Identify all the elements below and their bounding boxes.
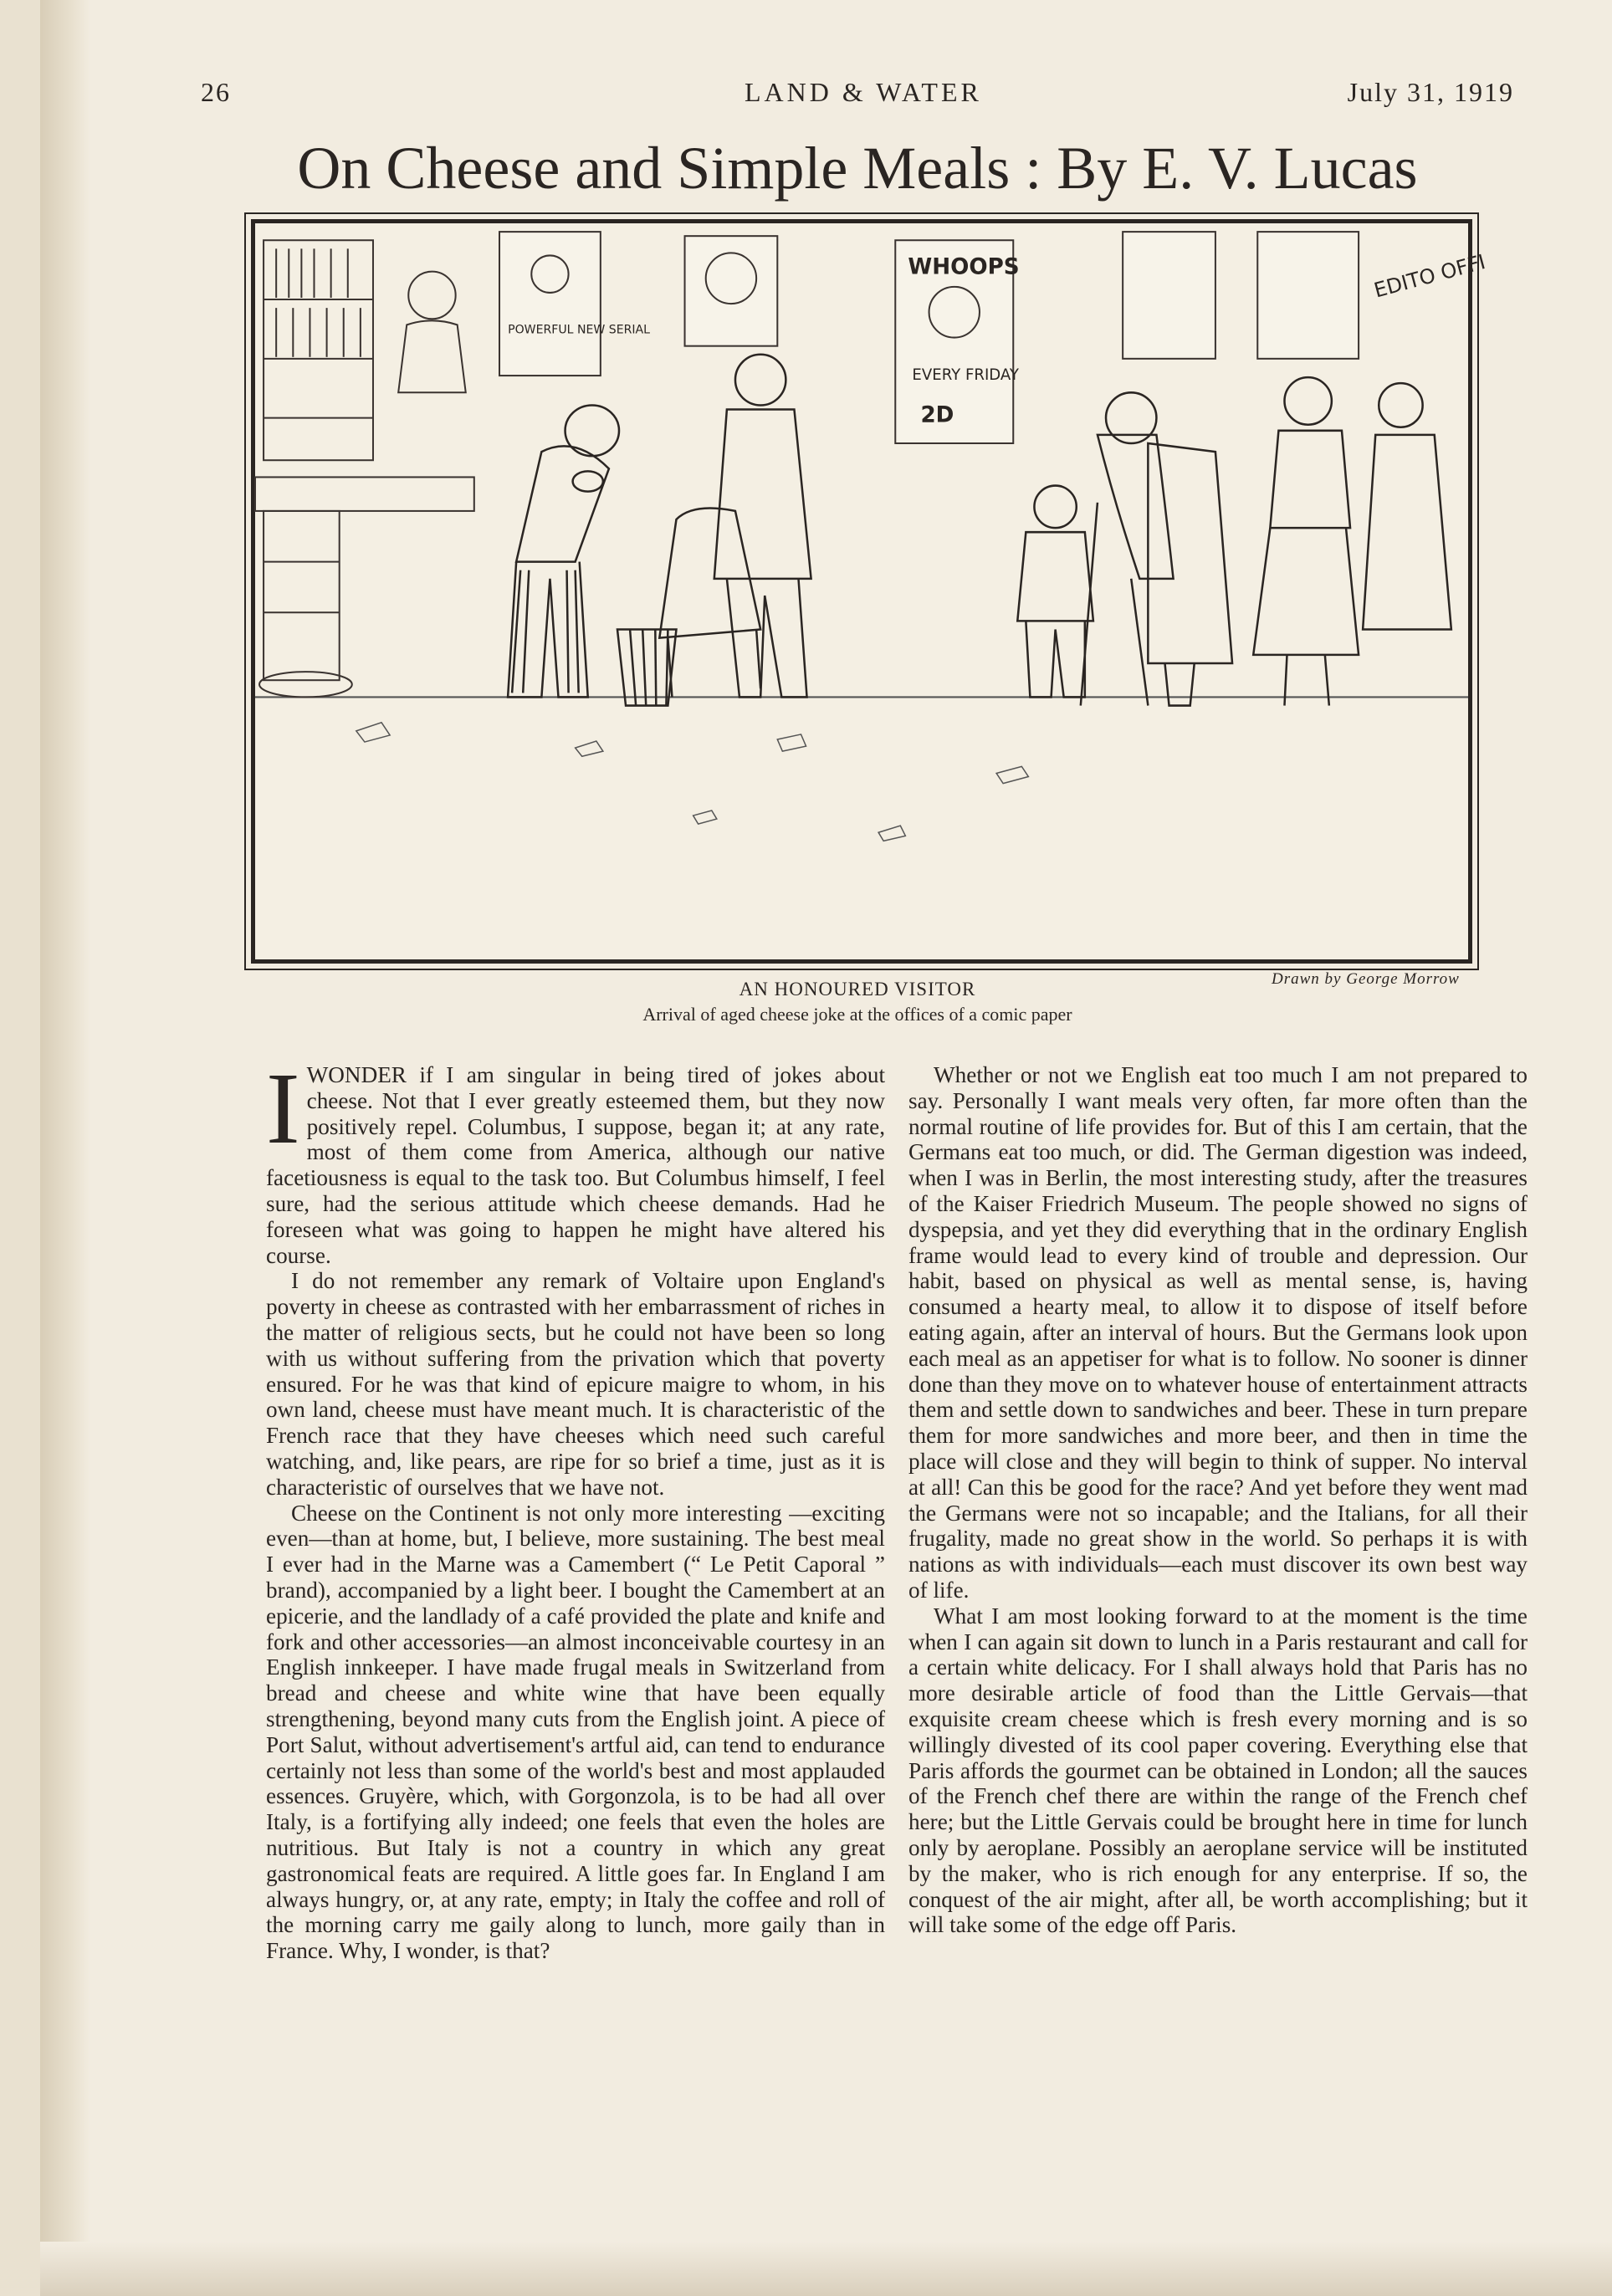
cartoon-drawing — [255, 223, 1488, 959]
secretary-figure — [398, 272, 466, 393]
old-bearded-man-figure — [1081, 392, 1232, 705]
editor-office-sign: EDITO OFFI — [1371, 250, 1488, 303]
scattered-papers — [356, 723, 1029, 841]
bowing-editor-figure — [508, 405, 619, 697]
poster-powerful-serial: POWERFUL NEW SERIAL — [508, 323, 651, 337]
bespectacled-man-figure — [714, 355, 811, 698]
article-paragraph: I do not remember any remark of Voltaire upon England's poverty in cheese as contrasted with her embarrassment of riches in the matter of religious sects, but he could not have been so long with us without suffering from the privation which that poverty ensured. For he was that kind of epicure maigre to whom, in his own land, cheese must have meant much. It is characteristic of the French race that they have cheeses which need such careful watching, and, like pears, are ripe for so brief a time, just as it is characteristic of ourselves that we have not. — [266, 1268, 885, 1500]
illustration-caption-subtitle: Arrival of aged cheese joke at the offices of a comic paper — [642, 1004, 1072, 1025]
article-paragraph — [266, 1052, 885, 1268]
magazine-name: LAND & WATER — [745, 77, 982, 107]
article-title: On Cheese and Simple Meals : By E. V. Lucas — [297, 135, 1418, 202]
poster-whoops: WHOOPS — [908, 254, 1020, 280]
second-woman-figure — [1363, 383, 1451, 629]
page-number: 26 — [201, 77, 231, 107]
illustration-caption-title: AN HONOURED VISITOR — [739, 979, 976, 1000]
young-woman-figure — [1253, 377, 1359, 705]
cartoon-illustration — [251, 219, 1488, 964]
bookshelf-drawing — [264, 240, 373, 460]
poster-every-friday: EVERY FRIDAY — [912, 366, 1019, 385]
boy-figure — [1017, 486, 1093, 698]
chair-and-wastebasket — [617, 509, 760, 706]
article-paragraph: Cheese on the Continent is not only more interesting —exciting even—than at home, but, I believe, more sustaining. The best meal I ever had in the Marne was a Camembert (“ Le Petit Caporal ” brand), accompanied by a light beer. I bought the Camembert at an epicerie, and the landlady of a café provided the plate and knife and fork and other accessories—an almost inconceivable courtesy in an English innkeeper. I have made frugal meals in Switzerland from bread and cheese and white wine that have been equally strengthening, beyond many cuts from the English joint. A piece of Port Salut, without advertisement's artful aid, can tend to endurance certainly not less than some of the world's best and most applauded essences. Gruyère, which, with Gorgonzola, is to be had all over Italy, is a fortifying ally indeed; one feels that even the holes are nutritious. But Italy is not a country in which any great gastronomical feats are required. A little goes far. In England I am always hungry, or, at any rate, empty; in Italy the coffee and roll of the morning carry me gaily along to lunch, more gaily than in France. Why, I wonder, is that? — [266, 1500, 885, 1964]
article-paragraph: What I am most looking forward to at the moment is the time when I can again sit down to lunch in a Paris restaurant and call for a certain white delicacy. For I shall always hold that Paris has no more desirable article of food than the Little Gervais—that exquisite cream cheese which is fresh every morning and is so willingly divested of its cool paper covering. Everything else that Paris affords the gourmet can be obtained in London; all the sauces of the French chef there are within the range of the French chef here; but the Little Gervais could be brought here in time for lunch only by aeroplane. Possibly an aeroplane service will be instituted by the maker, who is rich enough for any enterprise. If so, the conquest of the air might, after all, be worth accomplishing; but it will take some of the edge off Paris. — [908, 1603, 1528, 1938]
drop-cap: I — [266, 1052, 300, 1165]
paragraph-text: WONDER if I am singular in being tired of jokes about cheese. Not that I ever greatly esteemed them, but they now positively repel. Columbus, I suppose, began it; at any rate, most of them come from America, although our native facetiousness is equal to the task too. But Columbus himself, I feel sure, had the serious attitude which cheese demands. Had he foreseen what was going to happen he might have altered his course. — [266, 1062, 885, 1268]
running-header — [201, 77, 1514, 119]
illustration-credit: Drawn by George Morrow — [1272, 970, 1460, 988]
page-bottom-edge — [40, 2242, 1612, 2296]
page-spine-shadow — [40, 0, 90, 2296]
poster-price: 2D — [920, 402, 954, 428]
article-paragraph: Whether or not we English eat too much I am not prepared to say. Personally I want meals very often, far more often than the normal routine of life provides for. But of this I am certain, that the Germans eat too much, or did. The German digestion was indeed, when I was in Berlin, the most interesting study, after the treasures of the Kaiser Friedrich Museum. The people showed no signs of dyspepsia, and yet they did everything that in the ordinary English frame would lead to every kind of trouble and depression. Our habit, based on physical as well as mental sense, is, having consumed a hearty meal, to allow it to dispose of itself before eating again, after an interval of hours. But the Germans look upon each meal as an appetiser for what is to follow. No sooner is dinner done than they move on to whatever house of entertainment attracts them and settle down to sandwiches and beer. These in turn prepare them for more sandwiches and more beer, and then in time the place will close and they will begin to think of supper. No interval at all! Can this be good for the race? And yet before they went mad the Germans were not so incapable; and the Italians, for all their frugality, made no great show in the world. So perhaps it is with nations as with individuals—each must discover its own best way of life. — [908, 1062, 1528, 1603]
office-desk-drawing — [255, 477, 474, 697]
issue-date: July 31, 1919 — [1347, 77, 1514, 107]
article-column-right — [908, 1062, 1528, 1938]
article-column-left — [266, 1052, 885, 1964]
